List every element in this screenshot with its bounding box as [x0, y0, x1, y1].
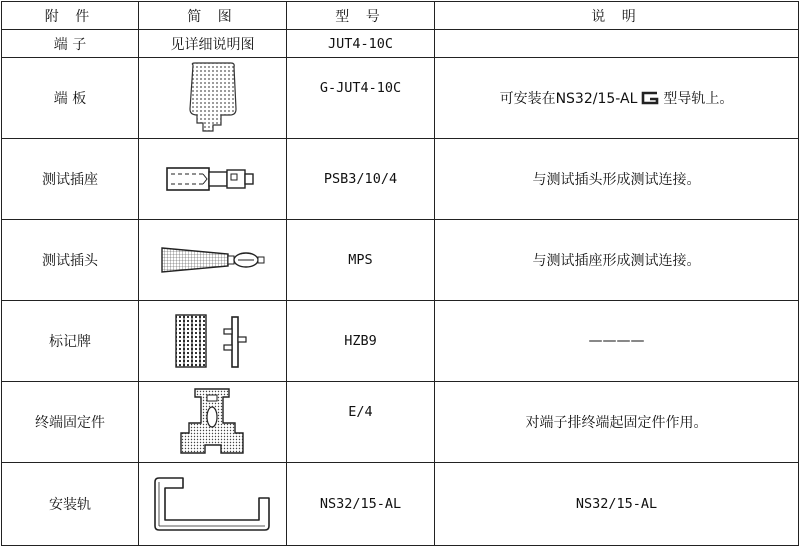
table-row: [2, 30, 799, 58]
table-row: [2, 382, 799, 463]
accessory-table: [1, 1, 799, 546]
end-bracket-icon: [175, 387, 251, 457]
diagram-cell: [139, 301, 287, 382]
description-cell: NS32/15-AL: [435, 463, 799, 546]
header-accessory: 附 件: [2, 2, 139, 30]
model-cell: MPS: [287, 220, 435, 301]
model-cell: PSB3/10/4: [287, 139, 435, 220]
model-cell: JUT4-10C: [287, 30, 435, 58]
table-row: [2, 463, 799, 546]
description-cell: 与测试插座形成测试连接。: [435, 220, 799, 301]
mounting-rail-icon: [151, 472, 275, 536]
marker-strip-icon: [170, 311, 256, 371]
model-text: G-JUT4-10C: [319, 80, 402, 96]
description-cell: 与测试插头形成测试连接。: [435, 139, 799, 220]
table-row: [2, 139, 799, 220]
test-plug-icon: [158, 242, 268, 278]
accessory-name: 安装轨: [2, 463, 139, 546]
header-description: 说 明: [435, 2, 799, 30]
description-cell: [435, 58, 799, 139]
header-row: [2, 2, 799, 30]
table-row: [2, 58, 799, 139]
description-cell: ————: [435, 301, 799, 382]
description-text-after: 型导轨上。: [663, 91, 734, 107]
model-cell: [287, 58, 435, 139]
header-model: 型 号: [287, 2, 435, 30]
table-row: [2, 301, 799, 382]
end-plate-icon: [183, 61, 243, 135]
description-cell: 对端子排终端起固定件作用。: [435, 382, 799, 463]
accessory-name: 测试插头: [2, 220, 139, 301]
diagram-cell: [139, 220, 287, 301]
table-row: [2, 220, 799, 301]
diagram-cell: [139, 463, 287, 546]
rail-profile-icon: [641, 91, 659, 105]
model-cell: [287, 382, 435, 463]
description-text-before: 可安装在NS32/15-AL: [499, 91, 638, 107]
test-socket-icon: [163, 164, 263, 194]
accessory-name: 端 子: [2, 30, 139, 58]
model-cell: NS32/15-AL: [287, 463, 435, 546]
diagram-cell: [139, 139, 287, 220]
header-diagram: 简 图: [139, 2, 287, 30]
diagram-text: 见详细说明图: [139, 30, 287, 58]
diagram-cell: [139, 382, 287, 463]
diagram-cell: [139, 58, 287, 139]
model-cell: HZB9: [287, 301, 435, 382]
accessory-name: 标记牌: [2, 301, 139, 382]
accessory-name: 终端固定件: [2, 382, 139, 463]
accessory-name: 测试插座: [2, 139, 139, 220]
model-text: E/4: [348, 404, 373, 420]
accessory-name: 端 板: [2, 58, 139, 139]
description-cell: [435, 30, 799, 58]
